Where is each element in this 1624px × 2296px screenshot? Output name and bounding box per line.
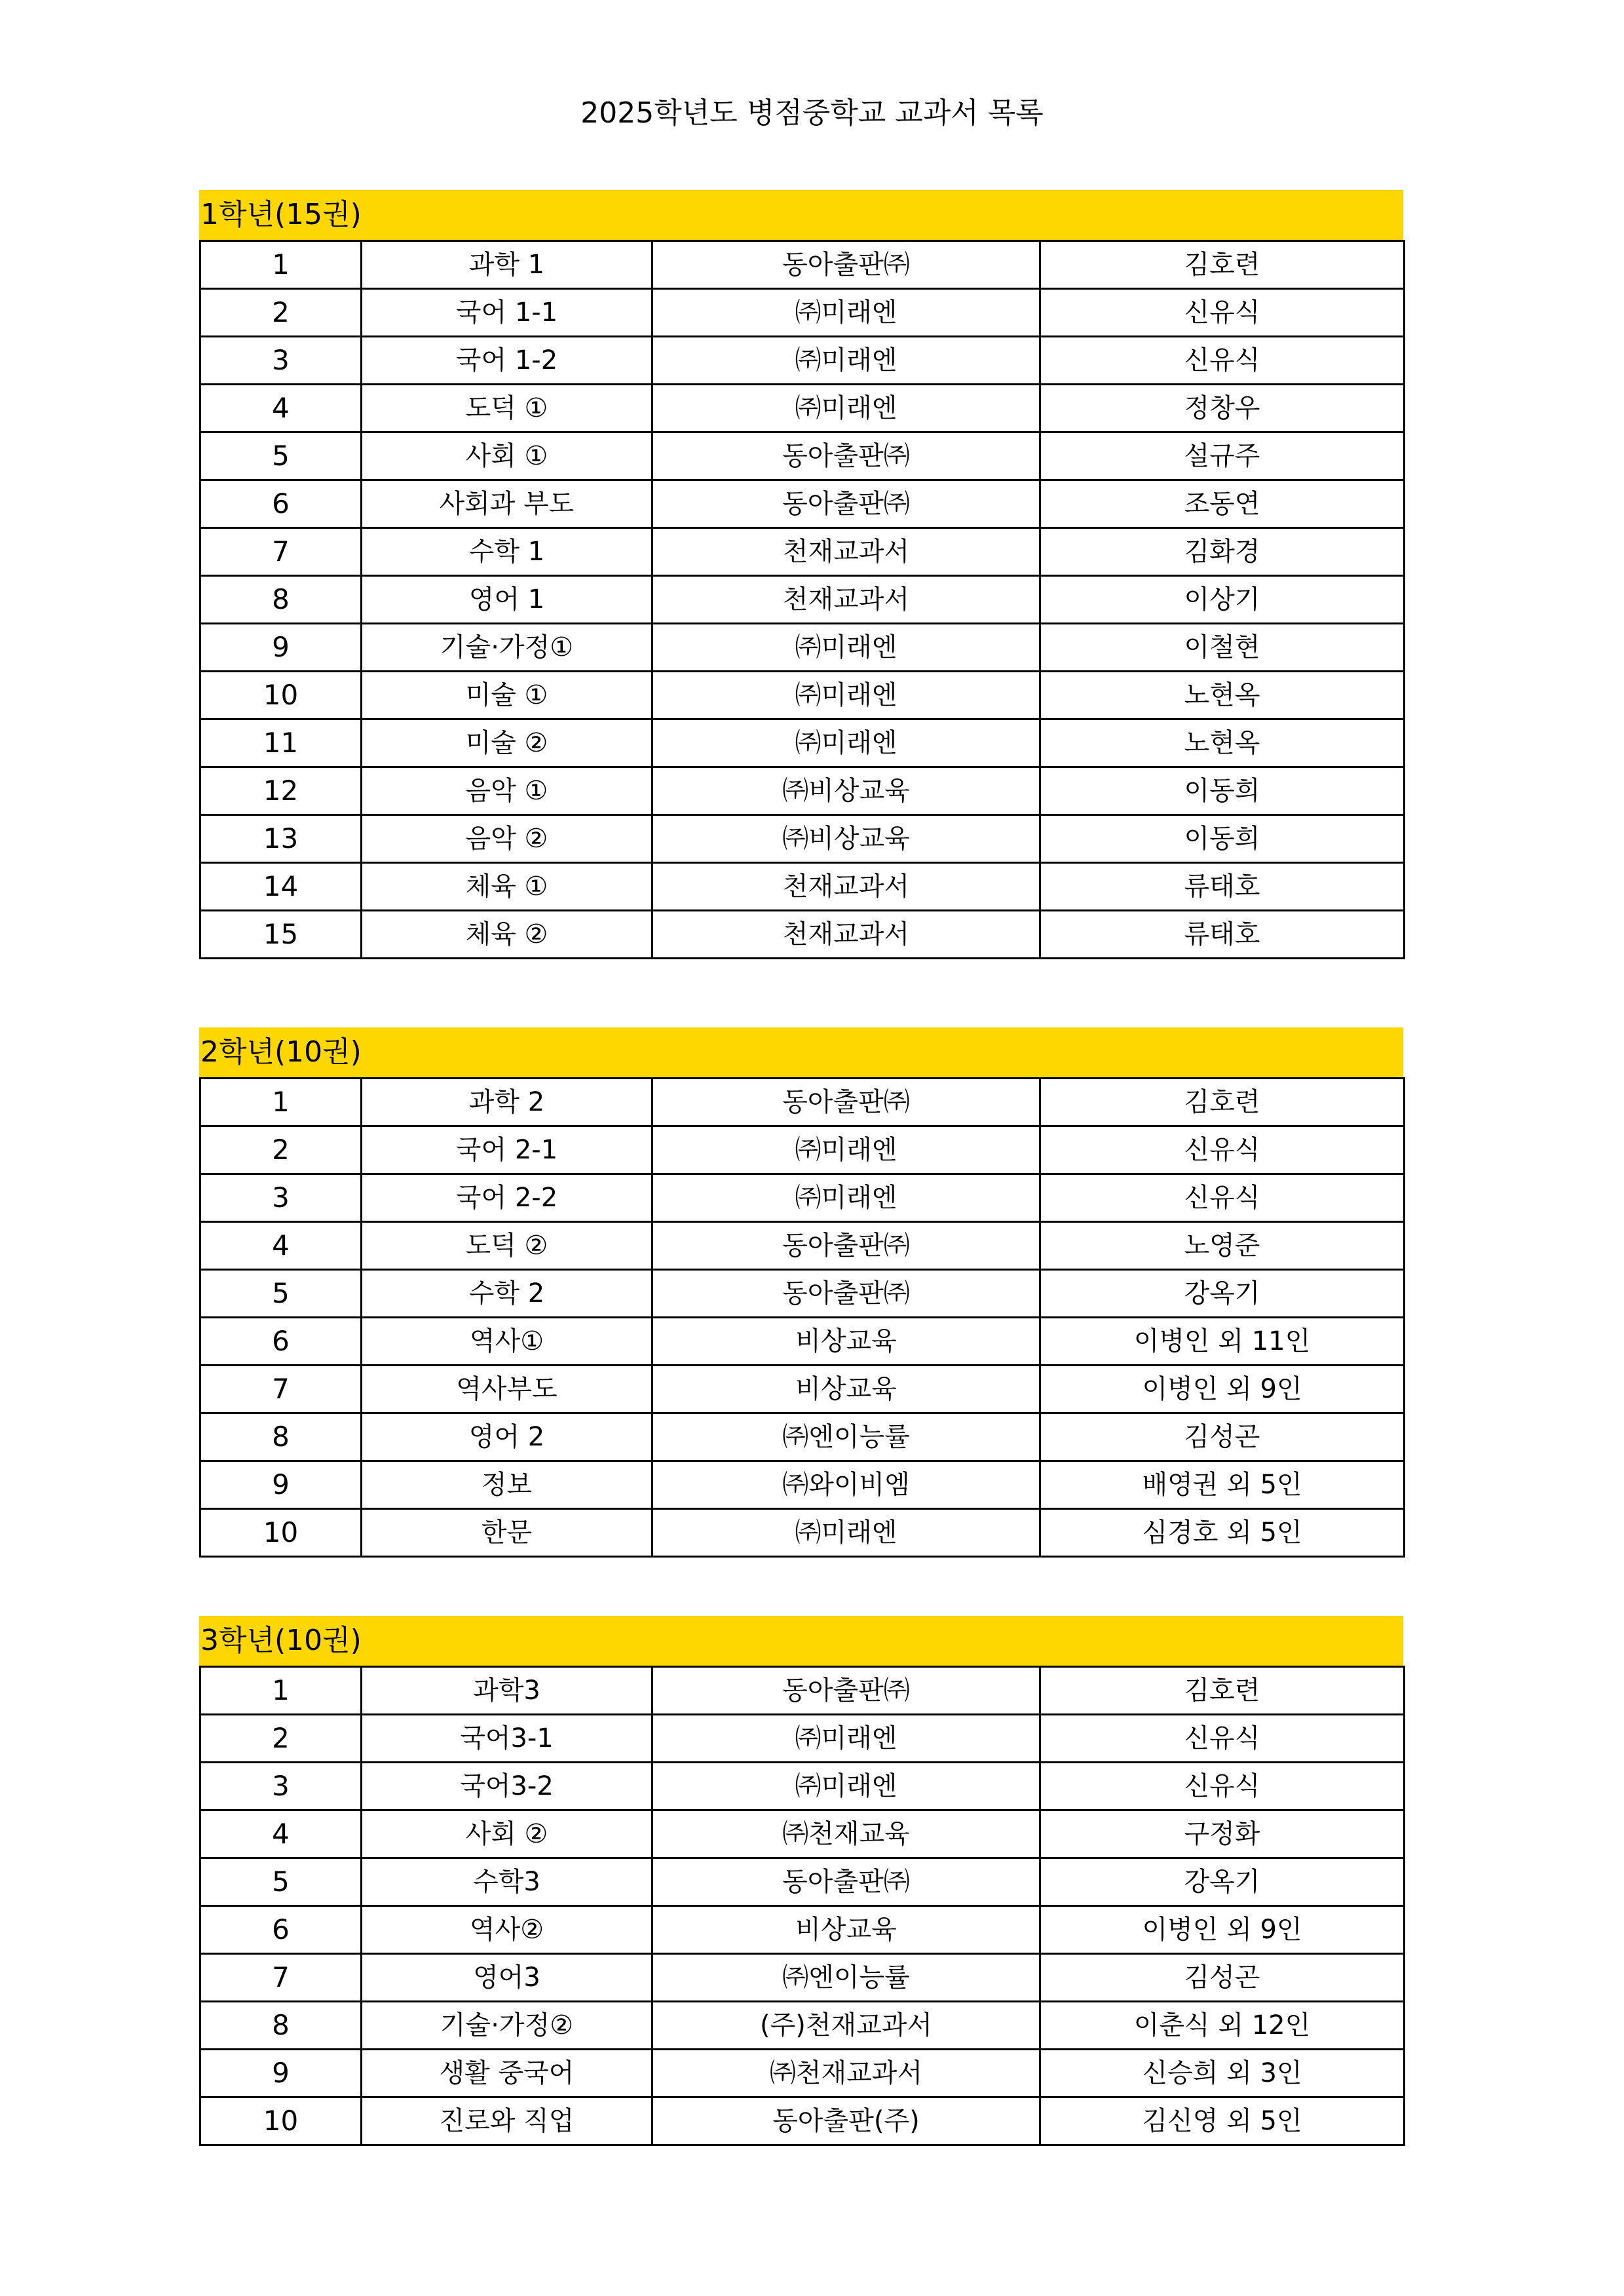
author-cell: 김호련 <box>1040 1667 1405 1715</box>
author-cell: 신유식 <box>1040 1174 1405 1222</box>
subject-cell: 도덕 ① <box>362 385 652 432</box>
publisher-cell: ㈜미래엔 <box>652 624 1040 672</box>
table-row <box>200 863 1405 911</box>
row-number-cell: 3 <box>200 1174 362 1222</box>
publisher-cell: ㈜엔이능률 <box>652 1413 1040 1461</box>
table-row <box>200 1222 1405 1270</box>
subject-cell: 국어 2-2 <box>362 1174 652 1222</box>
subject-cell: 미술 ① <box>362 672 652 719</box>
section-header: 3학년(10권) <box>199 1616 1403 1666</box>
publisher-cell: 천재교과서 <box>652 911 1040 959</box>
textbook-table <box>199 1077 1405 1558</box>
table-row <box>200 1763 1405 1810</box>
author-cell: 이병인 외 9인 <box>1040 1366 1405 1413</box>
row-number-cell: 8 <box>200 576 362 624</box>
row-number-cell: 7 <box>200 1366 362 1413</box>
table-row <box>200 1366 1405 1413</box>
author-cell: 이동희 <box>1040 767 1405 815</box>
publisher-cell: ㈜미래엔 <box>652 289 1040 337</box>
publisher-cell: 천재교과서 <box>652 576 1040 624</box>
subject-cell: 국어3-2 <box>362 1763 652 1810</box>
row-number-cell: 10 <box>200 1509 362 1557</box>
row-number-cell: 7 <box>200 1954 362 2002</box>
publisher-cell: ㈜미래엔 <box>652 1715 1040 1763</box>
table-row <box>200 1810 1405 1858</box>
author-cell: 이춘식 외 12인 <box>1040 2002 1405 2050</box>
table-row <box>200 1079 1405 1126</box>
author-cell: 김호련 <box>1040 241 1405 289</box>
subject-cell: 국어3-1 <box>362 1715 652 1763</box>
author-cell: 신유식 <box>1040 1763 1405 1810</box>
subject-cell: 과학 1 <box>362 241 652 289</box>
section-header: 1학년(15권) <box>199 190 1403 240</box>
row-number-cell: 2 <box>200 1715 362 1763</box>
table-row <box>200 528 1405 576</box>
subject-cell: 기술·가정① <box>362 624 652 672</box>
author-cell: 신유식 <box>1040 289 1405 337</box>
publisher-cell: ㈜비상교육 <box>652 767 1040 815</box>
table-row <box>200 1270 1405 1318</box>
table-row <box>200 1318 1405 1366</box>
author-cell: 노현옥 <box>1040 719 1405 767</box>
publisher-cell: 동아출판(주) <box>652 2097 1040 2145</box>
row-number-cell: 2 <box>200 289 362 337</box>
subject-cell: 영어 2 <box>362 1413 652 1461</box>
row-number-cell: 10 <box>200 672 362 719</box>
subject-cell: 국어 2-1 <box>362 1126 652 1174</box>
publisher-cell: 동아출판㈜ <box>652 1858 1040 1906</box>
publisher-cell: 비상교육 <box>652 1366 1040 1413</box>
subject-cell: 역사② <box>362 1906 652 1954</box>
table-row <box>200 1667 1405 1715</box>
author-cell: 김화경 <box>1040 528 1405 576</box>
row-number-cell: 9 <box>200 624 362 672</box>
table-row <box>200 1715 1405 1763</box>
subject-cell: 체육 ② <box>362 911 652 959</box>
author-cell: 이상기 <box>1040 576 1405 624</box>
table-row <box>200 815 1405 863</box>
grade-3-section <box>199 1616 1403 2146</box>
publisher-cell: 동아출판㈜ <box>652 480 1040 528</box>
publisher-cell: 비상교육 <box>652 1318 1040 1366</box>
row-number-cell: 3 <box>200 337 362 385</box>
subject-cell: 영어3 <box>362 1954 652 2002</box>
row-number-cell: 13 <box>200 815 362 863</box>
table-row <box>200 624 1405 672</box>
author-cell: 류태호 <box>1040 863 1405 911</box>
row-number-cell: 6 <box>200 1906 362 1954</box>
row-number-cell: 4 <box>200 1810 362 1858</box>
subject-cell: 수학 1 <box>362 528 652 576</box>
row-number-cell: 8 <box>200 1413 362 1461</box>
grade-2-section <box>199 1027 1403 1558</box>
table-row <box>200 767 1405 815</box>
author-cell: 김호련 <box>1040 1079 1405 1126</box>
author-cell: 노영준 <box>1040 1222 1405 1270</box>
table-row <box>200 1906 1405 1954</box>
subject-cell: 진로와 직업 <box>362 2097 652 2145</box>
table-row <box>200 1413 1405 1461</box>
publisher-cell: ㈜미래엔 <box>652 1126 1040 1174</box>
subject-cell: 국어 1-2 <box>362 337 652 385</box>
subject-cell: 사회과 부도 <box>362 480 652 528</box>
table-row <box>200 1174 1405 1222</box>
publisher-cell: 동아출판㈜ <box>652 432 1040 480</box>
author-cell: 이동희 <box>1040 815 1405 863</box>
subject-cell: 국어 1-1 <box>362 289 652 337</box>
subject-cell: 기술·가정② <box>362 2002 652 2050</box>
publisher-cell: 천재교과서 <box>652 863 1040 911</box>
row-number-cell: 6 <box>200 480 362 528</box>
row-number-cell: 5 <box>200 1270 362 1318</box>
table-row <box>200 576 1405 624</box>
row-number-cell: 1 <box>200 1667 362 1715</box>
subject-cell: 사회 ② <box>362 1810 652 1858</box>
publisher-cell: ㈜천재교과서 <box>652 2050 1040 2097</box>
publisher-cell: 동아출판㈜ <box>652 1079 1040 1126</box>
author-cell: 김성곤 <box>1040 1954 1405 2002</box>
author-cell: 배영권 외 5인 <box>1040 1461 1405 1509</box>
subject-cell: 수학 2 <box>362 1270 652 1318</box>
grade-1-section <box>199 190 1403 959</box>
row-number-cell: 14 <box>200 863 362 911</box>
row-number-cell: 1 <box>200 241 362 289</box>
publisher-cell: ㈜천재교육 <box>652 1810 1040 1858</box>
subject-cell: 음악 ① <box>362 767 652 815</box>
table-row <box>200 672 1405 719</box>
table-row <box>200 385 1405 432</box>
publisher-cell: ㈜미래엔 <box>652 1763 1040 1810</box>
publisher-cell: 천재교과서 <box>652 528 1040 576</box>
subject-cell: 체육 ① <box>362 863 652 911</box>
textbook-table <box>199 240 1405 959</box>
table-row <box>200 719 1405 767</box>
author-cell: 설규주 <box>1040 432 1405 480</box>
table-row <box>200 1126 1405 1174</box>
table-row <box>200 1954 1405 2002</box>
publisher-cell: ㈜미래엔 <box>652 385 1040 432</box>
author-cell: 신승희 외 3인 <box>1040 2050 1405 2097</box>
subject-cell: 정보 <box>362 1461 652 1509</box>
row-number-cell: 15 <box>200 911 362 959</box>
subject-cell: 사회 ① <box>362 432 652 480</box>
author-cell: 신유식 <box>1040 1126 1405 1174</box>
row-number-cell: 1 <box>200 1079 362 1126</box>
author-cell: 심경호 외 5인 <box>1040 1509 1405 1557</box>
table-row <box>200 241 1405 289</box>
author-cell: 이병인 외 9인 <box>1040 1906 1405 1954</box>
author-cell: 강옥기 <box>1040 1858 1405 1906</box>
table-row <box>200 2097 1405 2145</box>
row-number-cell: 9 <box>200 2050 362 2097</box>
author-cell: 이병인 외 11인 <box>1040 1318 1405 1366</box>
publisher-cell: 동아출판㈜ <box>652 1222 1040 1270</box>
table-row <box>200 432 1405 480</box>
row-number-cell: 4 <box>200 385 362 432</box>
publisher-cell: ㈜미래엔 <box>652 1509 1040 1557</box>
table-row <box>200 2002 1405 2050</box>
subject-cell: 음악 ② <box>362 815 652 863</box>
row-number-cell: 11 <box>200 719 362 767</box>
subject-cell: 수학3 <box>362 1858 652 1906</box>
row-number-cell: 5 <box>200 1858 362 1906</box>
publisher-cell: ㈜미래엔 <box>652 337 1040 385</box>
subject-cell: 도덕 ② <box>362 1222 652 1270</box>
table-row <box>200 1461 1405 1509</box>
row-number-cell: 5 <box>200 432 362 480</box>
publisher-cell: ㈜와이비엠 <box>652 1461 1040 1509</box>
author-cell: 이철현 <box>1040 624 1405 672</box>
table-row <box>200 337 1405 385</box>
author-cell: 노현옥 <box>1040 672 1405 719</box>
subject-cell: 과학3 <box>362 1667 652 1715</box>
section-header: 2학년(10권) <box>199 1027 1403 1077</box>
subject-cell: 역사부도 <box>362 1366 652 1413</box>
table-row <box>200 1509 1405 1557</box>
publisher-cell: 동아출판㈜ <box>652 241 1040 289</box>
row-number-cell: 4 <box>200 1222 362 1270</box>
publisher-cell: 비상교육 <box>652 1906 1040 1954</box>
subject-cell: 생활 중국어 <box>362 2050 652 2097</box>
publisher-cell: 동아출판㈜ <box>652 1667 1040 1715</box>
author-cell: 김성곤 <box>1040 1413 1405 1461</box>
publisher-cell: ㈜미래엔 <box>652 719 1040 767</box>
publisher-cell: ㈜엔이능률 <box>652 1954 1040 2002</box>
author-cell: 정창우 <box>1040 385 1405 432</box>
author-cell: 강옥기 <box>1040 1270 1405 1318</box>
row-number-cell: 8 <box>200 2002 362 2050</box>
publisher-cell: 동아출판㈜ <box>652 1270 1040 1318</box>
author-cell: 신유식 <box>1040 337 1405 385</box>
row-number-cell: 10 <box>200 2097 362 2145</box>
textbook-table <box>199 1666 1405 2146</box>
page-title: 2025학년도 병점중학교 교과서 목록 <box>580 96 1044 130</box>
table-row <box>200 1858 1405 1906</box>
publisher-cell: (주)천재교과서 <box>652 2002 1040 2050</box>
author-cell: 구정화 <box>1040 1810 1405 1858</box>
table-row <box>200 2050 1405 2097</box>
row-number-cell: 3 <box>200 1763 362 1810</box>
row-number-cell: 7 <box>200 528 362 576</box>
subject-cell: 한문 <box>362 1509 652 1557</box>
row-number-cell: 12 <box>200 767 362 815</box>
publisher-cell: ㈜미래엔 <box>652 672 1040 719</box>
publisher-cell: ㈜미래엔 <box>652 1174 1040 1222</box>
subject-cell: 역사① <box>362 1318 652 1366</box>
subject-cell: 영어 1 <box>362 576 652 624</box>
row-number-cell: 2 <box>200 1126 362 1174</box>
author-cell: 신유식 <box>1040 1715 1405 1763</box>
table-row <box>200 480 1405 528</box>
publisher-cell: ㈜비상교육 <box>652 815 1040 863</box>
author-cell: 조동연 <box>1040 480 1405 528</box>
row-number-cell: 9 <box>200 1461 362 1509</box>
subject-cell: 과학 2 <box>362 1079 652 1126</box>
author-cell: 류태호 <box>1040 911 1405 959</box>
table-row <box>200 289 1405 337</box>
subject-cell: 미술 ② <box>362 719 652 767</box>
row-number-cell: 6 <box>200 1318 362 1366</box>
author-cell: 김신영 외 5인 <box>1040 2097 1405 2145</box>
table-row <box>200 911 1405 959</box>
